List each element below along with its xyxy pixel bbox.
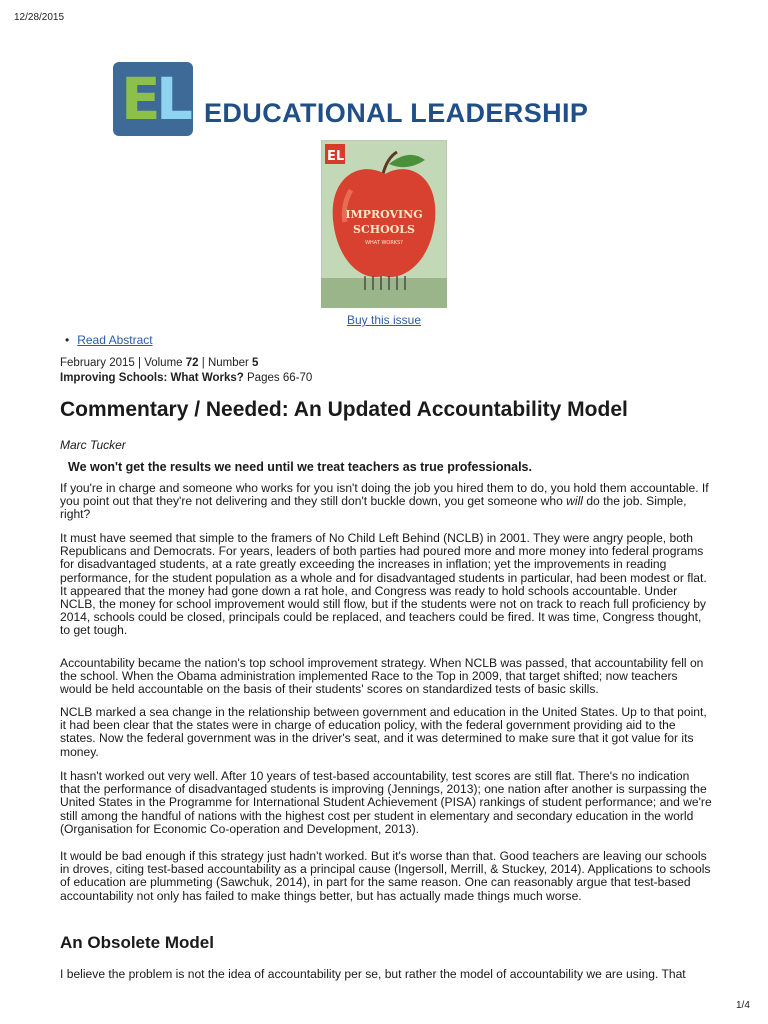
cover-badge: EL [327,149,345,164]
paragraph-7: I believe the problem is not the idea of accountability per se, but rather the model of accountability we are using. That [60,967,686,981]
paragraph-6: It would be bad enough if this strategy just hadn't worked. But it's worse than that. Good teachers are leaving our schools in droves, citing test-based accountability as a principal cause (Ingersoll, Merrill, & Stuckey, 2014). Applications to schools of education are plummeting (Sawchuk, 2014), in part for the same reason. One can reasonably argue that test-based accountability not only has failed to make things better, but has actually made things much worse. [60,849,711,903]
print-date: 12/28/2015 [14,12,65,23]
bullet-icon: • [65,333,70,347]
number-label: Number [207,357,249,369]
page-number: 1/4 [736,1000,750,1011]
article-dek: We won't get the results we need until we treat teachers as true professionals. [68,460,532,474]
paragraph-1-start: If you're in charge and someone who works for you isn't doing the job you hired them to do, you hold them accountable. If you point out that they're not delivering and they still don't buckle down, you get someone who [60,481,709,509]
cover-title-line2: SCHOOLS [353,223,415,236]
logo-letter-e: E [121,65,161,133]
issue-date: February 2015 [60,357,135,369]
volume-label: Volume [144,357,183,369]
issue-theme-line [60,372,312,384]
cover-title-line1: IMPROVING [345,208,423,221]
el-logo [113,62,193,136]
buy-issue-link[interactable]: Buy this issue [346,313,422,327]
abstract-list-item [65,333,153,347]
article-title: Commentary / Needed: An Updated Accountability Model [60,398,628,421]
issue-pages: Pages 66-70 [247,372,313,384]
paragraph-1-emphasis: will [566,494,583,509]
issue-theme: Improving Schools: What Works? [60,372,244,384]
cover-subtitle: WHAT WORKS? [365,240,403,246]
paragraph-4: NCLB marked a sea change in the relationship between government and education in the United States. Up to that point, it had been clear that the states were in charge of education policy, with the federal government providing aid to the states. Now the federal government was in the driver's seat, and it was determined to make sure that it got value for its money. [60,705,707,759]
issue-number: 5 [252,357,259,369]
paragraph-1-end: do the job. Simple, right? [60,494,687,522]
paragraph-5: It hasn't worked out very well. After 10 years of test-based accountability, test scores are still flat. There's no indication that the performance of disadvantaged students is improving (Jennings, 2013); one nation after another is surpassing the United States in the Programme for International Student Achievement (PISA) rankings of student performance; and we're still among the handful of nations with the highest cost per student in elementary and secondary education in the world (Organisation for Economic Co-operation and Development, 2013). [60,769,712,836]
paragraph-3: Accountability became the nation's top school improvement strategy. When NCLB was passed, that accountability fell on the school. When the Obama administration implemented Race to the Top in 2009, that target shifted; now teachers would be held accountable on the basis of their students' scores on standardized tests of basic skills. [60,656,704,697]
brand-title: EDUCATIONAL LEADERSHIP [204,98,589,128]
logo-letter-l: L [156,65,193,133]
issue-info: February 2015 | Volume 72 | Number 5 [60,357,259,369]
read-abstract-link[interactable]: Read Abstract [77,333,153,347]
cover-apple-illustration [321,140,447,308]
issue-cover-image[interactable] [321,140,447,308]
paragraph-1 [60,482,712,522]
paragraph-2: It must have seemed that simple to the framers of No Child Left Behind (NCLB) in 2001. They were angry people, both Republicans and Democrats. For years, leaders of both parties had poured more and more money into federal programs for disadvantaged students, at a rate greatly exceeding the increases in inflation; yet the improvements in reading performance, for the student population as a whole and for disadvantaged students in particular, had been modest or flat. It appeared that the money had gone down a rat hole, and Congress was ready to hold schools accountable. Under NCLB, the money for school improvement would still flow, but if the students were not on track to reach full proficiency by 2014, schools could be closed, principals could be replaced, and teachers could be fired. It was time, Congress thought, to get tough. [60,531,707,638]
author-name: Marc Tucker [60,438,126,452]
volume-number: 72 [185,357,199,369]
section-heading: An Obsolete Model [60,933,214,952]
